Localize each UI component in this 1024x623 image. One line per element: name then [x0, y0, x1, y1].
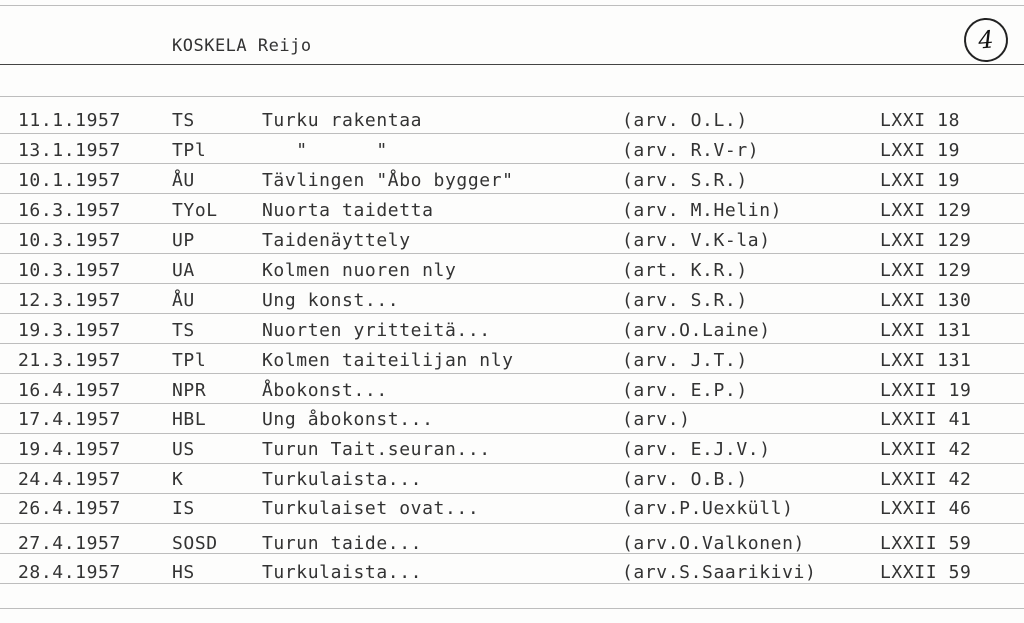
entry-title: Kolmen taiteilijan nly: [262, 350, 514, 371]
entry-source: US: [172, 439, 195, 460]
entry-source: UP: [172, 230, 195, 251]
entry-ref: LXXI 129: [880, 230, 972, 251]
entry-title: Turun taide...: [262, 533, 423, 554]
entry-ref: LXXII 42: [880, 439, 972, 460]
entry-source: TS: [172, 320, 195, 341]
entry-ref: LXXII 46: [880, 498, 972, 519]
entry-title: Turkulaista...: [262, 469, 423, 490]
entry-date: 26.4.1957: [18, 498, 121, 519]
entry-date: 24.4.1957: [18, 469, 121, 490]
entry-source: ÅU: [172, 170, 195, 191]
entry-date: 11.1.1957: [18, 110, 121, 131]
ruled-line: [0, 163, 1024, 164]
entry-reviewer: (arv. J.T.): [622, 350, 748, 371]
entry-title: Tävlingen "Åbo bygger": [262, 170, 514, 191]
entry-row: [0, 532, 1024, 556]
entry-reviewer: (arv.P.Uexküll): [622, 498, 794, 519]
entry-ref: LXXII 19: [880, 380, 972, 401]
entry-reviewer: (arv.O.Valkonen): [622, 533, 805, 554]
entry-row: [0, 561, 1024, 585]
entry-title: Ung konst...: [262, 290, 400, 311]
ruled-line: [0, 283, 1024, 284]
header-rule: [0, 64, 1024, 65]
entry-reviewer: (arv. M.Helin): [622, 200, 783, 221]
ruled-line: [0, 463, 1024, 464]
entry-ref: LXXII 59: [880, 562, 972, 583]
ruled-line: [0, 523, 1024, 524]
entry-source: K: [172, 469, 184, 490]
entry-source: TPl: [172, 140, 207, 161]
entry-row: [0, 139, 1024, 163]
entry-reviewer: (arv. S.R.): [622, 290, 748, 311]
entry-row: [0, 497, 1024, 521]
entry-date: 21.3.1957: [18, 350, 121, 371]
entry-date: 19.3.1957: [18, 320, 121, 341]
entry-row: [0, 199, 1024, 223]
entry-title: Turkulaiset ovat...: [262, 498, 480, 519]
entry-title: Turku rakentaa: [262, 110, 423, 131]
entry-date: 10.3.1957: [18, 260, 121, 281]
entry-ref: LXXI 129: [880, 200, 972, 221]
entry-source: ÅU: [172, 290, 195, 311]
ruled-line: [0, 493, 1024, 494]
entry-date: 16.4.1957: [18, 380, 121, 401]
entry-title: Turun Tait.seuran...: [262, 439, 491, 460]
entry-ref: LXXI 129: [880, 260, 972, 281]
entry-row: [0, 379, 1024, 403]
entry-row: [0, 259, 1024, 283]
entry-ref: LXXI 19: [880, 170, 961, 191]
entry-row: [0, 438, 1024, 462]
person-name: KOSKELA Reijo: [172, 36, 312, 56]
entry-ref: LXXII 41: [880, 409, 972, 430]
entry-ref: LXXI 131: [880, 350, 972, 371]
entry-reviewer: (arv. O.B.): [622, 469, 748, 490]
entry-ref: LXXII 59: [880, 533, 972, 554]
entry-reviewer: (arv.O.Laine): [622, 320, 771, 341]
entry-date: 28.4.1957: [18, 562, 121, 583]
entry-ref: LXXI 18: [880, 110, 961, 131]
entry-title: " ": [262, 140, 388, 161]
ruled-line: [0, 403, 1024, 404]
entry-title: Nuorten yritteitä...: [262, 320, 491, 341]
entry-source: HBL: [172, 409, 207, 430]
entry-row: [0, 349, 1024, 373]
entry-date: 10.3.1957: [18, 230, 121, 251]
entry-source: NPR: [172, 380, 207, 401]
entry-date: 16.3.1957: [18, 200, 121, 221]
ruled-line: [0, 193, 1024, 194]
ruled-line: [0, 608, 1024, 609]
entry-ref: LXXI 130: [880, 290, 972, 311]
entry-date: 17.4.1957: [18, 409, 121, 430]
entry-title: Nuorta taidetta: [262, 200, 434, 221]
entry-title: Kolmen nuoren nly: [262, 260, 457, 281]
ruled-line: [0, 253, 1024, 254]
entry-date: 27.4.1957: [18, 533, 121, 554]
entry-title: Taidenäyttely: [262, 230, 411, 251]
ruled-line: [0, 433, 1024, 434]
entry-date: 13.1.1957: [18, 140, 121, 161]
entry-source: IS: [172, 498, 195, 519]
entry-title: Turkulaista...: [262, 562, 423, 583]
ruled-line: [0, 96, 1024, 97]
entry-source: SOSD: [172, 533, 218, 554]
entry-row: [0, 109, 1024, 133]
entry-reviewer: (arv. O.L.): [622, 110, 748, 131]
entry-reviewer: (arv. V.K-la): [622, 230, 771, 251]
entry-reviewer: (arv. S.R.): [622, 170, 748, 191]
entry-reviewer: (art. K.R.): [622, 260, 748, 281]
entry-reviewer: (arv. R.V-r): [622, 140, 760, 161]
ruled-line: [0, 133, 1024, 134]
entry-ref: LXXI 131: [880, 320, 972, 341]
entry-source: TPl: [172, 350, 207, 371]
entry-source: UA: [172, 260, 195, 281]
entry-reviewer: (arv.): [622, 409, 691, 430]
ruled-line: [0, 313, 1024, 314]
entry-row: [0, 229, 1024, 253]
ruled-line: [0, 223, 1024, 224]
entry-date: 10.1.1957: [18, 170, 121, 191]
entry-reviewer: (arv.S.Saarikivi): [622, 562, 817, 583]
entry-title: Ung åbokonst...: [262, 409, 434, 430]
page-number-circle: 4: [963, 17, 1010, 64]
entry-reviewer: (arv. E.J.V.): [622, 439, 771, 460]
entry-source: HS: [172, 562, 195, 583]
entry-ref: LXXII 42: [880, 469, 972, 490]
entry-row: [0, 408, 1024, 432]
ruled-line: [0, 373, 1024, 374]
entry-date: 12.3.1957: [18, 290, 121, 311]
entry-title: Åbokonst...: [262, 380, 388, 401]
entry-row: [0, 289, 1024, 313]
ruled-line: [0, 343, 1024, 344]
entry-source: TS: [172, 110, 195, 131]
entry-reviewer: (arv. E.P.): [622, 380, 748, 401]
entry-ref: LXXI 19: [880, 140, 961, 161]
entry-source: TYoL: [172, 200, 218, 221]
entry-row: [0, 319, 1024, 343]
ruled-line: [0, 5, 1024, 6]
entry-row: [0, 169, 1024, 193]
entry-row: [0, 468, 1024, 492]
entry-date: 19.4.1957: [18, 439, 121, 460]
